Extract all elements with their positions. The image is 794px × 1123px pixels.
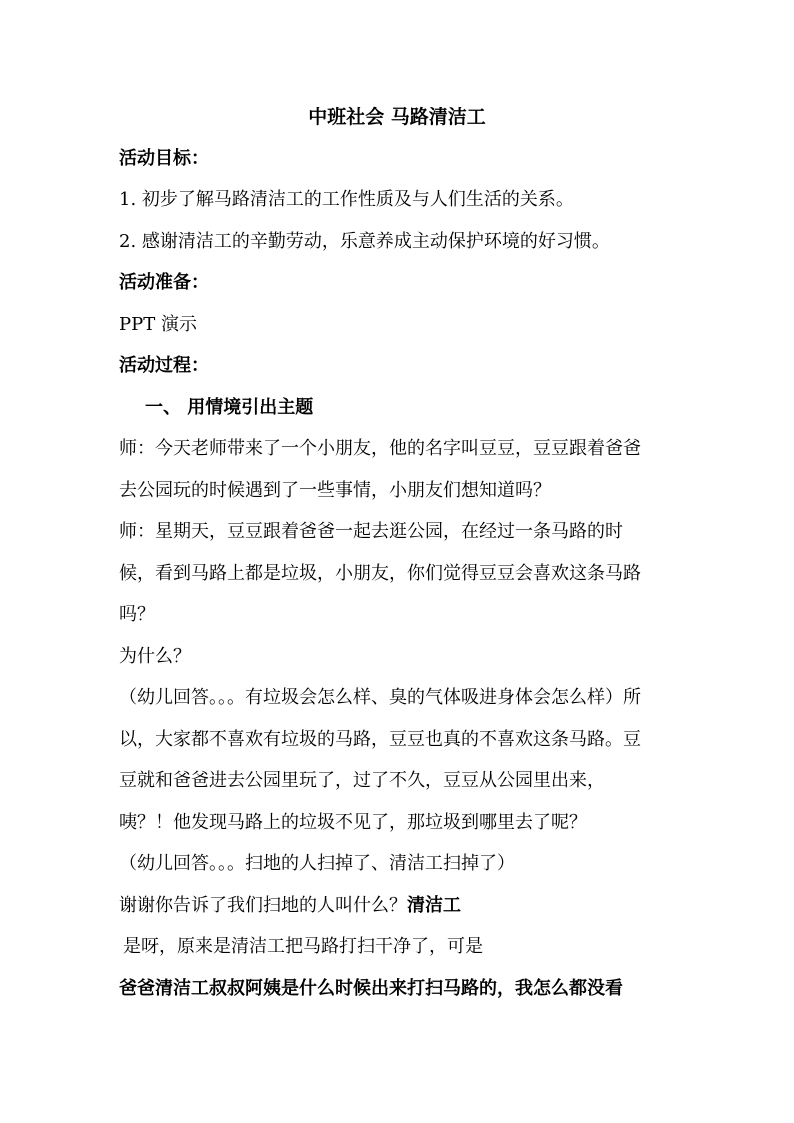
paragraph-line: 咦？！他发现马路上的垃圾不见了，那垃圾到哪里去了呢？	[119, 812, 587, 833]
section-heading-prep: 活动准备：	[119, 272, 209, 293]
paragraph-line: 为什么？	[119, 646, 191, 667]
paragraph-line: 师：今天老师带来了一个小朋友，他的名字叫豆豆，豆豆跟着爸爸	[119, 438, 641, 459]
paragraph-line: 以，大家都不喜欢有垃圾的马路，豆豆也真的不喜欢这条马路。豆	[119, 729, 641, 750]
paragraph-line	[119, 887, 699, 925]
goal-item-1: 1. 初步了解马路清洁工的工作性质及与人们生活的关系。	[119, 189, 574, 210]
page-title: 中班社会 马路清洁工	[308, 106, 486, 128]
section-heading-process: 活动过程：	[119, 355, 209, 376]
paragraph-line: 豆就和爸爸进去公园里玩了，过了不久，豆豆从公园里出来，	[119, 770, 605, 791]
prep-text: PPT 演示	[119, 314, 197, 335]
section-heading-goals: 活动目标：	[119, 148, 209, 169]
paragraph-line: 去公园玩的时候遇到了一些事情，小朋友们想知道吗？	[119, 480, 551, 501]
paragraph-line: （幼儿回答。。。扫地的人扫掉了、清洁工扫掉了）	[119, 853, 515, 874]
paragraph-line: （幼儿回答。。。有垃圾会怎么样、臭的气体吸进身体会怎么样）所	[119, 687, 641, 708]
paragraph-text: 谢谢你告诉了我们扫地的人叫什么？	[119, 895, 407, 916]
goal-item-2: 2. 感谢清洁工的辛勤劳动，乐意养成主动保护环境的好习惯。	[119, 231, 610, 252]
paragraph-line: 候，看到马路上都是垃圾，小朋友，你们觉得豆豆会喜欢这条马路	[119, 563, 641, 584]
paragraph-line: 是呀，原来是清洁工把马路打扫干净了，可是	[123, 936, 483, 957]
step-heading-1: 一、 用情境引出主题	[145, 397, 314, 418]
paragraph-line-bold: 爸爸清洁工叔叔阿姨是什么时候出来打扫马路的，我怎么都没看	[119, 978, 623, 999]
answer-bold: 清洁工	[407, 895, 461, 916]
paragraph-line: 吗？	[119, 604, 155, 625]
paragraph-line: 师：星期天，豆豆跟着爸爸一起去逛公园，在经过一条马路的时	[119, 521, 623, 542]
